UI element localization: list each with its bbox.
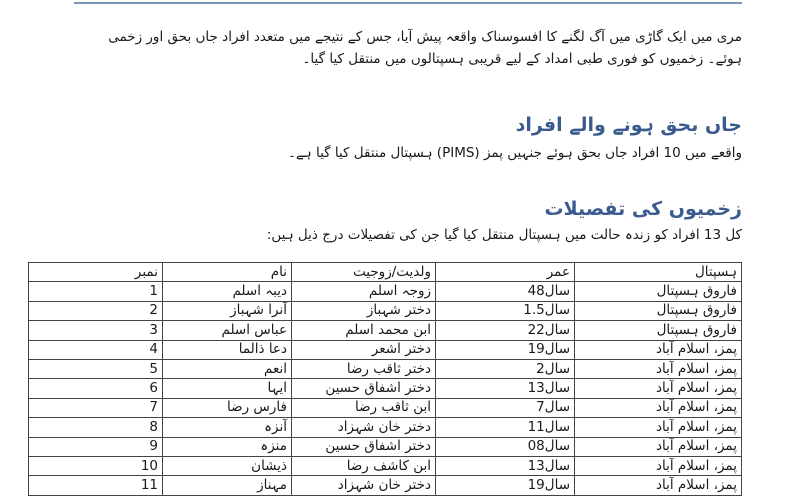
cell-number: 3 bbox=[29, 321, 163, 340]
cell-name: آنرا شہباز bbox=[163, 301, 292, 320]
cell-relation: دختر ثاقب رضا bbox=[292, 359, 436, 378]
cell-name: دعا ذالما bbox=[163, 340, 292, 359]
table-row bbox=[29, 379, 742, 398]
cell-age: 2سال bbox=[436, 359, 575, 378]
table-row bbox=[29, 340, 742, 359]
cell-number: 4 bbox=[29, 340, 163, 359]
injured-heading: زخمیوں کی تفصیلات bbox=[544, 198, 742, 220]
cell-name: دیبہ اسلم bbox=[163, 282, 292, 301]
cell-age: 19سال bbox=[436, 476, 575, 495]
cell-name: فارس رضا bbox=[163, 398, 292, 417]
cell-age: 08سال bbox=[436, 437, 575, 456]
cell-age: 19سال bbox=[436, 340, 575, 359]
table-row bbox=[29, 301, 742, 320]
cell-relation: دختر شہباز bbox=[292, 301, 436, 320]
cell-relation: دختر خان شہزاد bbox=[292, 476, 436, 495]
table-row bbox=[29, 437, 742, 456]
cell-hospital: فاروق ہسپتال bbox=[575, 282, 742, 301]
header-hospital: ہسپتال bbox=[575, 263, 742, 282]
cell-hospital: پمز، اسلام آباد bbox=[575, 418, 742, 437]
cell-name: منزہ bbox=[163, 437, 292, 456]
cell-name: آنزہ bbox=[163, 418, 292, 437]
cell-relation: زوجہ اسلم bbox=[292, 282, 436, 301]
injured-paragraph: کل 13 افراد کو زندہ حالت میں ہسپتال منتقل کیا گیا جن کی تفصیلات درج ذیل ہیں: bbox=[266, 227, 742, 243]
cell-number: 2 bbox=[29, 301, 163, 320]
deaths-paragraph: واقعے میں 10 افراد جاں بحق ہوئے جنہیں پمز (PIMS) ہسپتال منتقل کیا گیا ہے۔ bbox=[287, 145, 742, 161]
cell-age: 1.5سال bbox=[436, 301, 575, 320]
table-row bbox=[29, 456, 742, 475]
cell-relation: ابن محمد اسلم bbox=[292, 321, 436, 340]
table-row bbox=[29, 321, 742, 340]
cell-number: 5 bbox=[29, 359, 163, 378]
cell-hospital: پمز، اسلام آباد bbox=[575, 359, 742, 378]
cell-hospital: پمز، اسلام آباد bbox=[575, 476, 742, 495]
cell-number: 11 bbox=[29, 476, 163, 495]
cell-hospital: پمز، اسلام آباد bbox=[575, 340, 742, 359]
cell-age: 13سال bbox=[436, 379, 575, 398]
cell-name: مہناز bbox=[163, 476, 292, 495]
cell-hospital: پمز، اسلام آباد bbox=[575, 398, 742, 417]
top-divider bbox=[74, 2, 742, 4]
cell-hospital: پمز، اسلام آباد bbox=[575, 437, 742, 456]
cell-relation: دختر اشفاق حسین bbox=[292, 379, 436, 398]
cell-name: ایہا bbox=[163, 379, 292, 398]
cell-number: 6 bbox=[29, 379, 163, 398]
cell-name: ذیشان bbox=[163, 456, 292, 475]
table-row bbox=[29, 398, 742, 417]
table-header-row bbox=[29, 263, 742, 282]
table-body bbox=[29, 282, 742, 495]
cell-age: 48سال bbox=[436, 282, 575, 301]
injured-table bbox=[28, 262, 742, 496]
cell-name: انعم bbox=[163, 359, 292, 378]
cell-relation: ابن ثاقب رضا bbox=[292, 398, 436, 417]
cell-age: 13سال bbox=[436, 456, 575, 475]
cell-age: 22سال bbox=[436, 321, 575, 340]
cell-number: 7 bbox=[29, 398, 163, 417]
cell-number: 9 bbox=[29, 437, 163, 456]
cell-relation: ابن کاشف رضا bbox=[292, 456, 436, 475]
table-row bbox=[29, 359, 742, 378]
cell-hospital: فاروق ہسپتال bbox=[575, 321, 742, 340]
cell-relation: دختر خان شہزاد bbox=[292, 418, 436, 437]
cell-number: 1 bbox=[29, 282, 163, 301]
cell-number: 10 bbox=[29, 456, 163, 475]
header-number: نمبر bbox=[29, 263, 163, 282]
cell-hospital: پمز، اسلام آباد bbox=[575, 456, 742, 475]
header-age: عمر bbox=[436, 263, 575, 282]
header-relation: ولدیت/زوجیت bbox=[292, 263, 436, 282]
cell-number: 8 bbox=[29, 418, 163, 437]
cell-age: 7سال bbox=[436, 398, 575, 417]
header-name: نام bbox=[163, 263, 292, 282]
deaths-heading: جاں بحق ہونے والے افراد bbox=[515, 114, 742, 136]
table-row bbox=[29, 476, 742, 495]
cell-name: عباس اسلم bbox=[163, 321, 292, 340]
cell-relation: دختر اشفاق حسین bbox=[292, 437, 436, 456]
cell-relation: دختر اشعر bbox=[292, 340, 436, 359]
cell-hospital: فاروق ہسپتال bbox=[575, 301, 742, 320]
intro-paragraph: مری میں ایک گاڑی میں آگ لگنے کا افسوسناک واقعہ پیش آیا، جس کے نتیجے میں متعدد افراد جاں بحق اور زخمی ہوئے۔ زخمیوں کو فوری طبی امداد کے لیے قریبی ہسپتالوں میں منتقل کیا گیا۔ bbox=[108, 29, 742, 67]
cell-age: 11سال bbox=[436, 418, 575, 437]
cell-hospital: پمز، اسلام آباد bbox=[575, 379, 742, 398]
table-row bbox=[29, 282, 742, 301]
table-row bbox=[29, 418, 742, 437]
